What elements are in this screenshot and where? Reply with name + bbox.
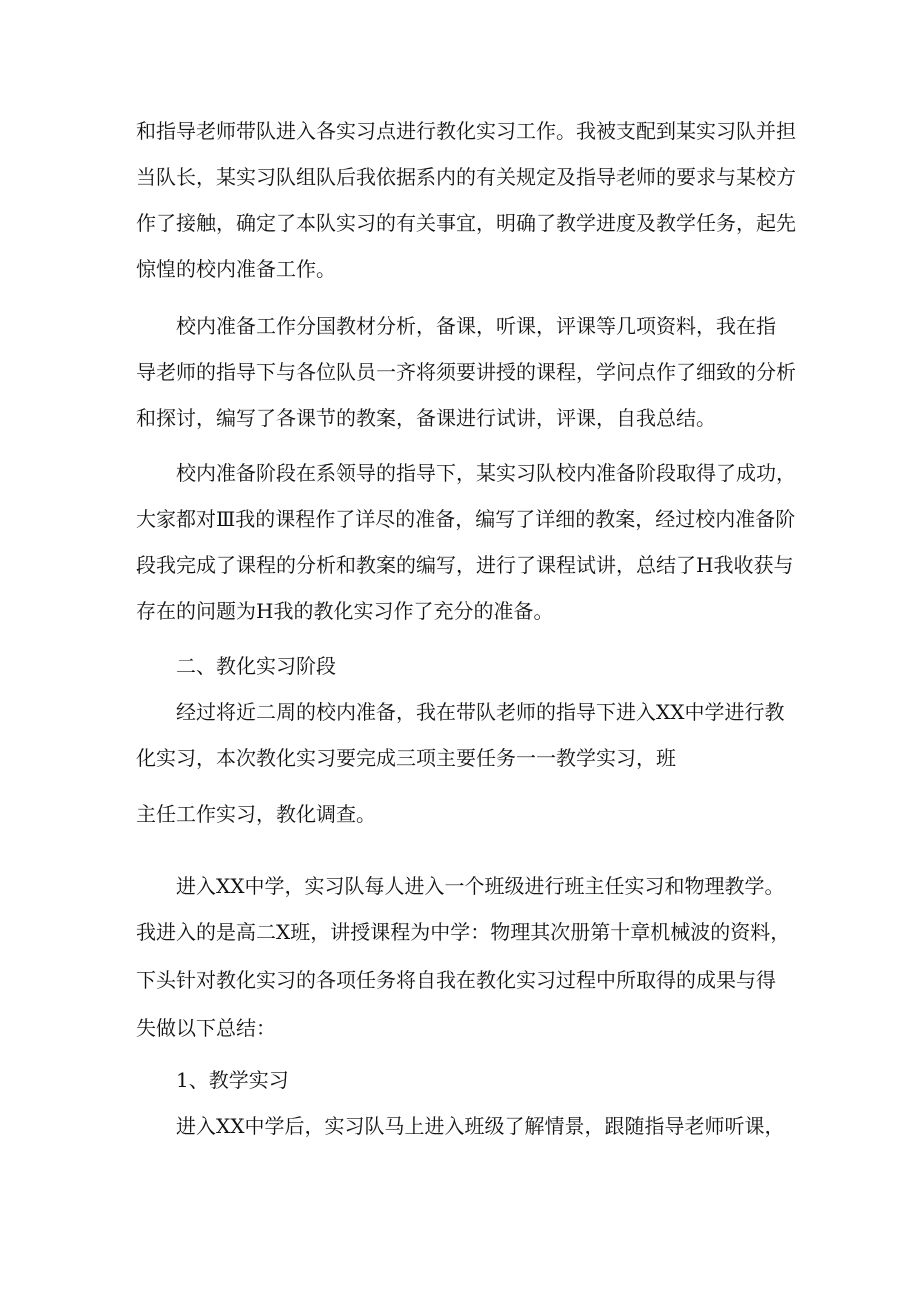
paragraph-line: 进入XX中学后，实习队马上进入班级了解情景，跟随指导老师听课，: [176, 1114, 785, 1138]
paragraph-line: 导老师的指导下与各位队员一齐将须要讲授的课程，学问点作了细致的分析: [136, 360, 796, 384]
paragraph-line: 我进入的是高二X班，讲授课程为中学：物理其次册第十章机械波的资料，: [136, 920, 791, 944]
paragraph-line: 当队长，某实习队组队后我依据系内的有关规定及指导老师的要求与某校方: [136, 165, 796, 189]
paragraph-line: 失做以下总结：: [136, 1016, 276, 1040]
section-heading: 二、教化实习阶段: [176, 654, 336, 678]
paragraph-line: 大家都对Ⅲ我的课程作了详尽的准备，编写了详细的教案，经过校内准备阶: [136, 507, 796, 531]
paragraph-line: 经过将近二周的校内准备，我在带队老师的指导下进入XX中学进行教: [176, 700, 785, 724]
paragraph-line: 化实习，本次教化实习要完成三项主要任务一一教学实习，班: [136, 746, 676, 770]
paragraph-line: 主任工作实习，教化调查。: [136, 802, 376, 826]
paragraph-line: 进入XX中学，实习队每人进入一个班级进行班主任实习和物理教学。: [176, 874, 785, 898]
paragraph-line: 和指导老师带队进入各实习点进行教化实习工作。我被支配到某实习队并担: [136, 119, 796, 143]
paragraph-line: 作了接触，确定了本队实习的有关事宜，明确了教学进度及教学任务，起先: [136, 211, 796, 235]
paragraph-line: 惊惶的校内准备工作。: [136, 257, 336, 281]
subsection-heading: 1、教学实习: [176, 1068, 289, 1092]
paragraph-line: 校内准备工作分国教材分析，备课，听课，评课等几项资料，我在指: [176, 314, 776, 338]
paragraph-line: 校内准备阶段在系领导的指导下，某实习队校内准备阶段取得了成功，: [176, 461, 796, 485]
paragraph-line: 存在的问题为H我的教化实习作了充分的准备。: [136, 599, 554, 623]
paragraph-line: 和探讨，编写了各课节的教案，备课进行试讲，评课，自我总结。: [136, 406, 716, 430]
paragraph-line: 下头针对教化实习的各项任务将自我在教化实习过程中所取得的成果与得: [136, 968, 776, 992]
paragraph-line: 段我完成了课程的分析和教案的编写，进行了课程试讲，总结了H我收获与: [136, 553, 794, 577]
